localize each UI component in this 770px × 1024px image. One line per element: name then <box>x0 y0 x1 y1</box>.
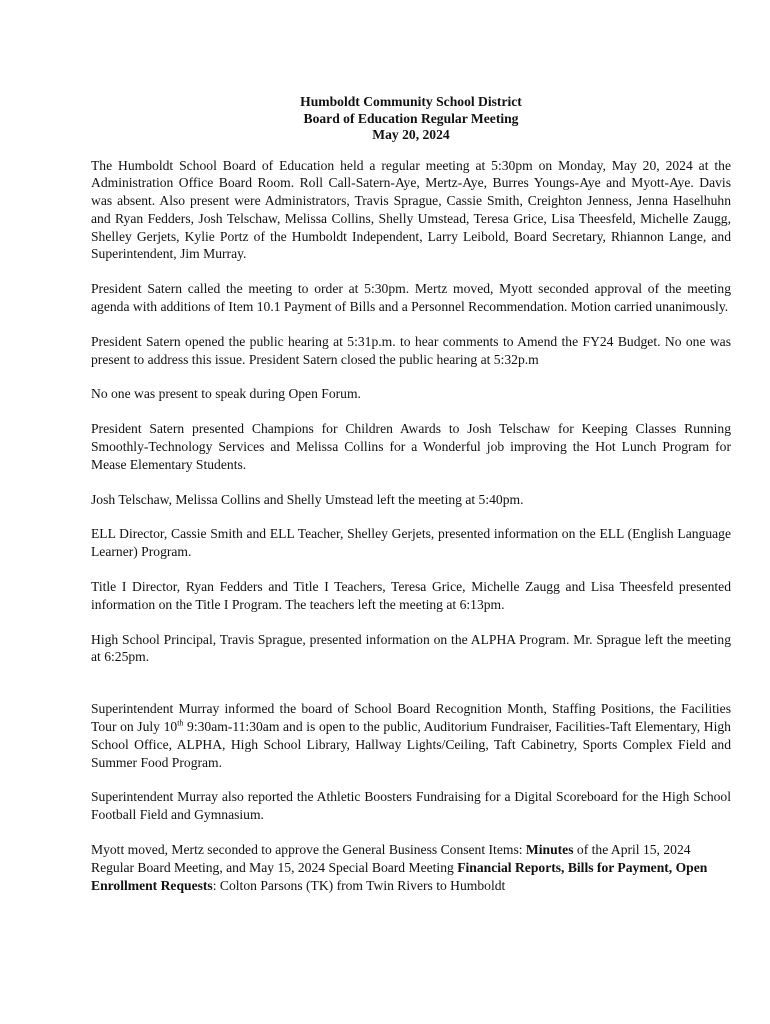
paragraph-title-i: Title I Director, Ryan Fedders and Title I Teachers, Teresa Grice, Michelle Zaugg and Lisa Theesfeld presented information on the Title I Program. The teachers left the meeting at 6:13pm. <box>91 579 731 612</box>
report-text-part1: Superintendent Murray informed the board of School Board Recognition Month, Staffing Positions, the Facilities Tour on July 10 <box>91 701 731 735</box>
paragraph-superintendent-report <box>91 700 731 771</box>
spacer <box>91 683 731 700</box>
paragraph-consent-items <box>91 841 731 894</box>
paragraph-departures: Josh Telschaw, Melissa Collins and Shelly Umstead left the meeting at 5:40pm. <box>91 491 524 507</box>
consent-text-part3: : Colton Parsons (TK) from Twin Rivers to Humboldt <box>212 877 506 893</box>
paragraph-ell-program: ELL Director, Cassie Smith and ELL Teacher, Shelley Gerjets, presented information on the ELL (English Language Learner) Program. <box>91 526 731 560</box>
document-header <box>91 94 731 144</box>
consent-text-part2: of the April 15, 2024 Regular Board Meeting, and May 15, 2024 Special Board Meeting <box>91 842 691 875</box>
paragraph-open-forum: No one was present to speak during Open Forum. <box>91 386 361 402</box>
meeting-date: May 20, 2024 <box>372 127 450 142</box>
paragraph-public-hearing: President Satern opened the public hearing at 5:31p.m. to hear comments to Amend the FY24 Budget. No one was present to address this issue. President Satern closed the public hearing at 5:32p.m <box>91 333 731 367</box>
paragraph-awards: President Satern presented Champions for Children Awards to Josh Telschaw for Keeping Classes Running Smoothly-Technology Services and Melissa Collins for a Wonderful job improving the Hot Lunch Program for Mease Elementary Students. <box>91 421 731 472</box>
consent-minutes-label: Minutes <box>525 842 574 858</box>
meeting-title: Board of Education Regular Meeting <box>303 110 519 126</box>
consent-financial-label: Financial Reports, Bills for Payment, Open Enrollment Requests <box>91 859 708 893</box>
consent-text-part1: Myott moved, Mertz seconded to approve the General Business Consent Items: <box>91 842 526 858</box>
paragraph-alpha-program: High School Principal, Travis Sprague, presented information on the ALPHA Program. Mr. Sprague left the meeting at 6:25pm. <box>91 631 731 665</box>
ordinal-suffix: th <box>177 718 184 728</box>
document-page <box>91 94 731 911</box>
paragraph-call-to-order: President Satern called the meeting to order at 5:30pm. Mertz moved, Myott seconded approval of the meeting agenda with additions of Item 10.1 Payment of Bills and a Personnel Recommendation. Motion carried unanimously. <box>91 281 731 315</box>
report-text-part2: 9:30am-11:30am and is open to the public, Auditorium Fundraiser, Facilities-Taft Elementary, High School Office, ALPHA, High School Library, Hallway Lights/Ceiling, Taft Cabinetry, Sports Complex Field and Summer Food Program. <box>91 719 731 770</box>
district-name: Humboldt Community School District <box>300 94 522 109</box>
paragraph-boosters: Superintendent Murray also reported the Athletic Boosters Fundraising for a Digital Scoreboard for the High School Football Field and Gymnasium. <box>91 789 731 823</box>
paragraph-opening: The Humboldt School Board of Education held a regular meeting at 5:30pm on Monday, May 20, 2024 at the Administration Office Board Room. Roll Call-Satern-Aye, Mertz-Aye, Burres Youngs-Aye and Myott-Aye. Davis was absent. Also present were Administrators, Travis Sprague, Cassie Smith, Creighton Jenness, Jenna Haselhuhn and Ryan Fedders, Josh Telschaw, Melissa Collins, Shelly Umstead, Teresa Grice, Lisa Theesfeld, Michelle Zaugg, Shelley Gerjets, Kylie Portz of the Humboldt Independent, Larry Leibold, Board Secretary, Rhiannon Lange, and Superintendent, Jim Murray. <box>91 157 731 262</box>
